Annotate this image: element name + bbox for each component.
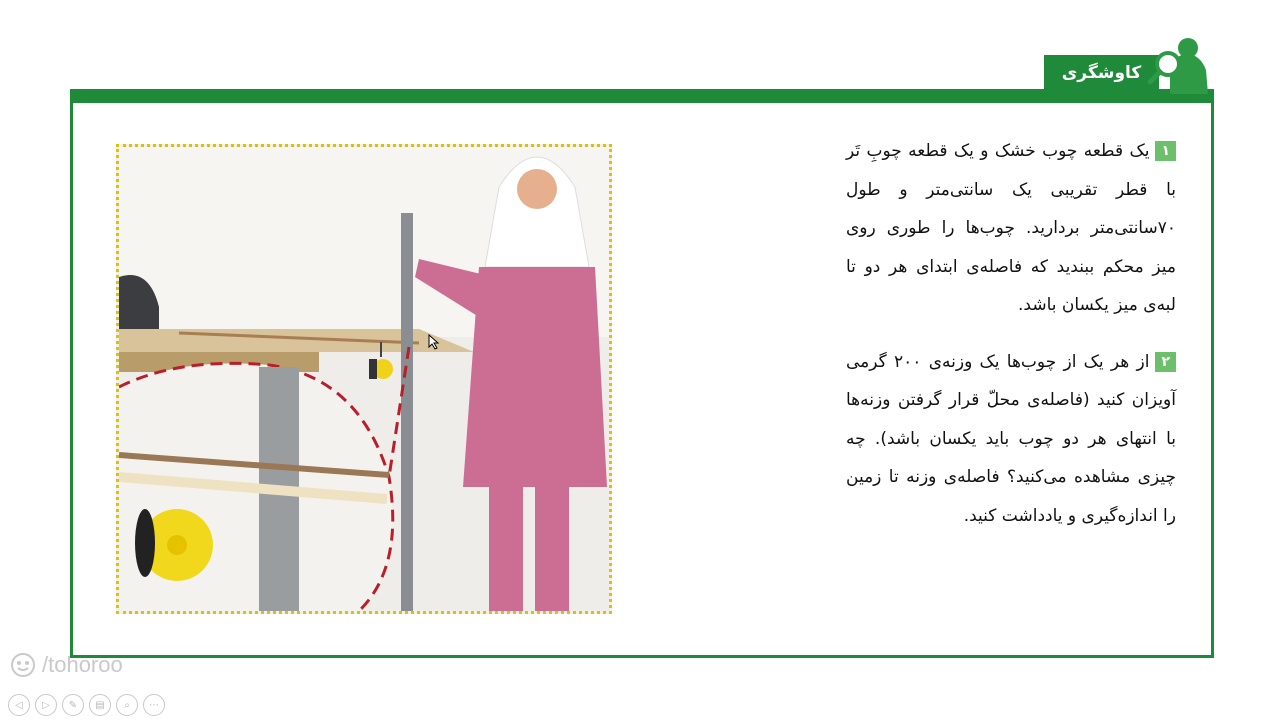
instruction-text: یک قطعه چوب خشک و یک قطعه چوبِ تَر با قطر تقریبی یک سانتی‌متر و طول ۷۰سانتی‌متر بردارید. چوب‌ها را طوری روی میز محکم ببندید که فاصله‌ی ابتدای هر دو تا لبه‌ی میز یکسان باشد. (846, 141, 1176, 315)
pen-icon[interactable]: ✎ (62, 694, 84, 716)
next-icon[interactable]: ▷ (35, 694, 57, 716)
experiment-photo (116, 144, 612, 614)
player-controls (8, 694, 165, 716)
instructions (846, 132, 1176, 553)
watermark-text: /tohoroo (42, 652, 123, 677)
instruction-item-2 (846, 343, 1176, 536)
step-number-badge: ۲ (1155, 352, 1176, 372)
section-tab-label: کاوشگری (1061, 63, 1142, 83)
watermark (10, 652, 123, 678)
mouse-cursor-icon (428, 334, 440, 350)
prev-icon[interactable]: ◁ (8, 694, 30, 716)
instruction-text: از هر یک از چوب‌ها یک وزنه‌ی ۲۰۰ گرمی آویزان کنید (فاصله‌ی محلّ قرار گرفتن وزنه‌ها با انتهای هر دو چوب باید یکسان باشد). چه چیزی مشاهده می‌کنید؟ فاصله‌ی وزنه تا زمین را اندازه‌گیری و یادداشت کنید. (846, 351, 1176, 526)
instruction-item-1 (846, 132, 1176, 325)
more-icon[interactable]: ⋯ (143, 694, 165, 716)
explorer-magnifier-icon (1140, 34, 1212, 94)
slides-icon[interactable]: ▤ (89, 694, 111, 716)
zoom-icon[interactable]: ⌕ (116, 694, 138, 716)
watermark-logo-icon (10, 652, 36, 678)
step-number-badge: ۱ (1155, 141, 1176, 161)
experiment-illustration (119, 147, 609, 611)
